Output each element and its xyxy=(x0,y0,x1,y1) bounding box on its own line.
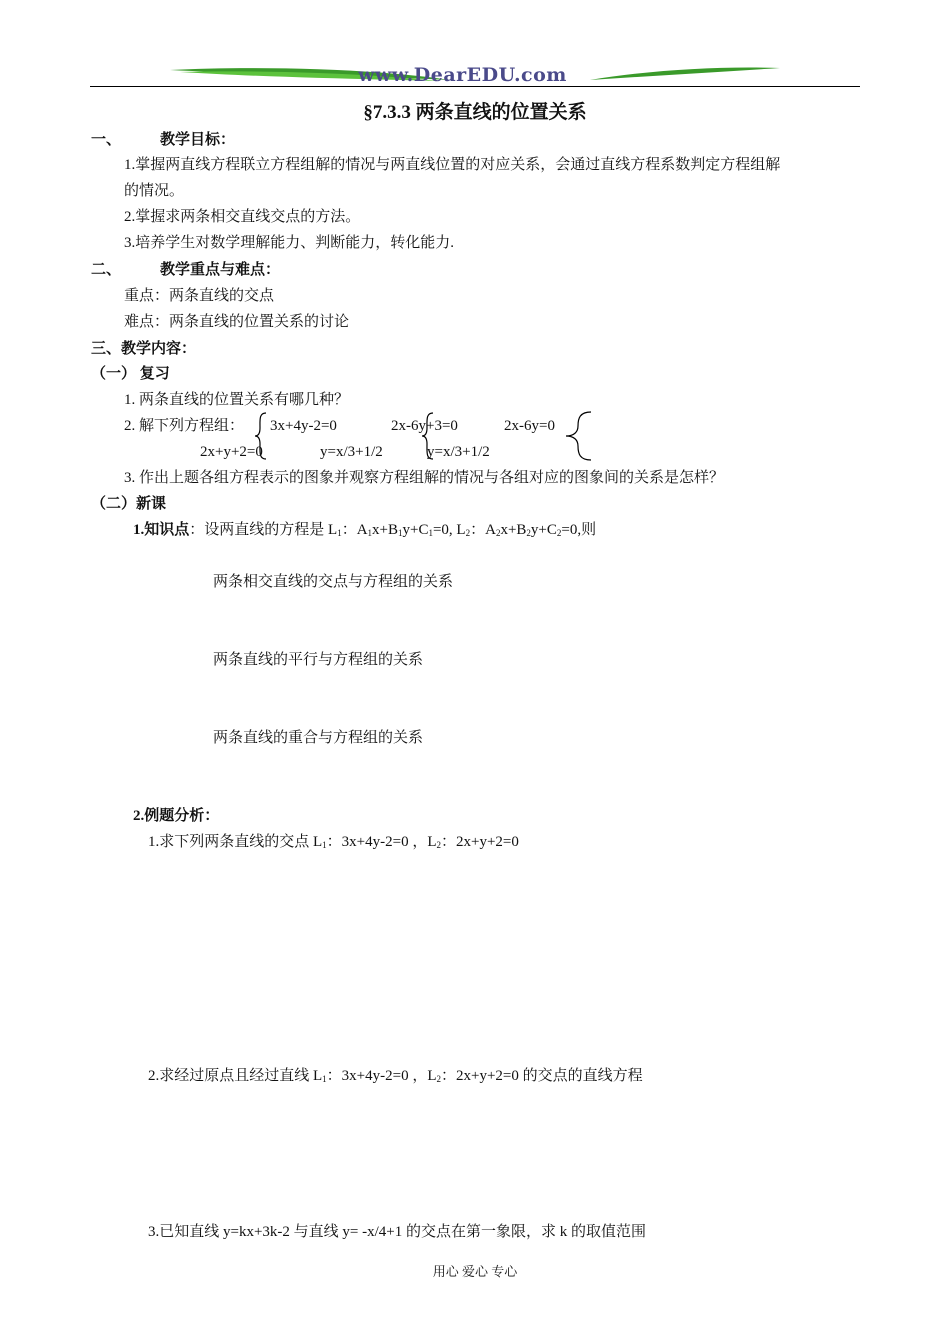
header-banner xyxy=(90,62,860,90)
sec2-num: 二、 xyxy=(91,262,122,278)
sec1-item1-line2: 的情况。 xyxy=(124,183,185,199)
kp-intersect: 两条相交直线的交点与方程组的关系 xyxy=(213,574,454,590)
brace-3-icon xyxy=(564,410,592,462)
kp-label: 1.知识点 xyxy=(133,522,190,538)
example-3: 3.已知直线 y=kx+3k-2 与直线 y= -x/4+1 的交点在第一象限，求 k 的取值范围 xyxy=(148,1224,646,1240)
review-q1: 1. 两条直线的位置关系有哪几种？ xyxy=(124,392,350,408)
kp-parallel: 两条直线的平行与方程组的关系 xyxy=(213,652,424,668)
kp-text: ：设两直线的方程是 L xyxy=(189,522,338,538)
sys1-eq1: 3x+4y-2=0 xyxy=(270,418,337,434)
sec1-item2: 2.掌握求两条相交直线交点的方法。 xyxy=(124,209,361,225)
site-logo: www.DearEDU.com xyxy=(358,64,567,86)
sys3-eq2: y=x/3+1/2 xyxy=(427,444,490,460)
header-rule xyxy=(90,86,860,87)
sec2-difficulty: 难点：两条直线的位置关系的讨论 xyxy=(124,314,350,330)
new-heading: （二）新课 xyxy=(91,496,167,512)
sec2-key: 重点：两条直线的交点 xyxy=(124,288,275,304)
sys3-eq1: 2x-6y=0 xyxy=(504,418,555,434)
sec1-item1-line1: 1.掌握两直线方程联立方程组解的情况与两直线位置的对应关系，会通过直线方程系数判定方程组解 xyxy=(124,157,781,173)
review-heading: （一） 复习 xyxy=(91,366,170,382)
knowledge-point: 1.知识点：设两直线的方程是 $L_1$：$A_1x+B_1y+C_1=0$, $L_2$：$A_2x+B_2y+C_2=0$,则 xyxy=(133,522,597,538)
swoosh-right-icon xyxy=(590,64,780,86)
sec1-heading: 教学目标： xyxy=(160,132,236,148)
sec1-num: 一、 xyxy=(91,132,122,148)
example-1: 1.求下列两条直线的交点 $L_1$：3x+4y-2=0 ，$L_2$：2x+y+2=0 xyxy=(148,834,519,850)
sys2-eq1: 2x-6y+3=0 xyxy=(391,418,458,434)
review-q3: 3. 作出上题各组方程表示的图象并观察方程组解的情况与各组对应的图象间的关系是怎样？ xyxy=(124,470,725,486)
footer: 用心 爱心 专心 xyxy=(432,1264,518,1279)
page-title: §7.3.3 两条直线的位置关系 xyxy=(363,102,587,123)
kp-coincide: 两条直线的重合与方程组的关系 xyxy=(213,730,424,746)
example-2: 2.求经过原点且经过直线 $L_1$：3x+4y-2=0 ，$L_2$：2x+y+2=0 的交点的直线方程 xyxy=(148,1068,643,1084)
sys2-eq2: y=x/3+1/2 xyxy=(320,444,383,460)
sys1-eq2: 2x+y+2=0 xyxy=(200,444,263,460)
sec1-item3: 3.培养学生对数学理解能力、判断能力，转化能力. xyxy=(124,235,455,251)
examples-heading: 2.例题分析： xyxy=(133,808,220,824)
sec3-heading: 三、教学内容： xyxy=(91,341,197,357)
review-q2-label: 2. 解下列方程组： xyxy=(124,418,245,434)
sec2-heading: 教学重点与难点： xyxy=(160,262,281,278)
